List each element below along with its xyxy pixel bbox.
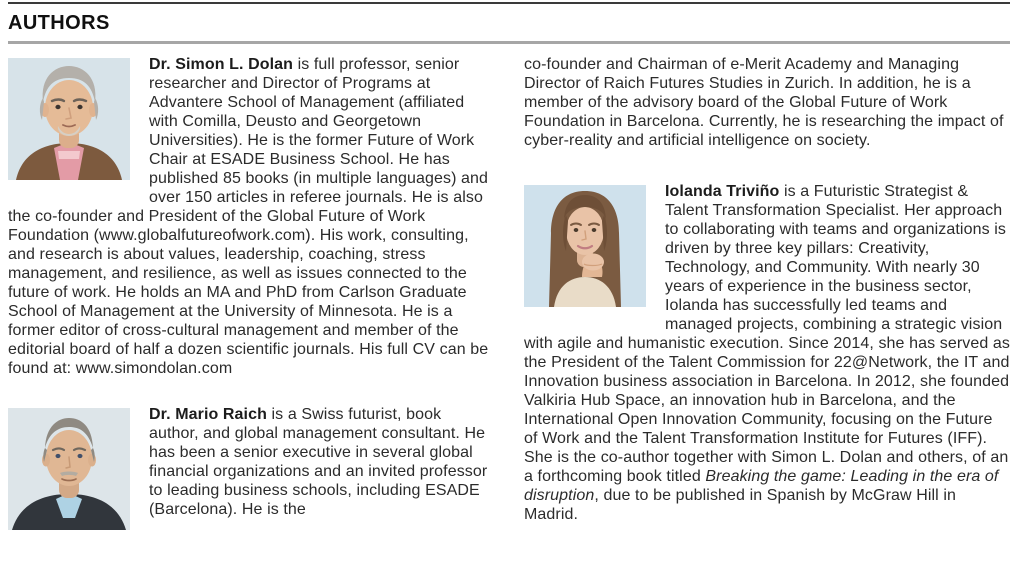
author-bio: is full professor, senior researcher and Director of Programs at Advantere School of Management (affiliated with Comilla, Deusto and Georgetown Universities). He is the former Future of Work Chair at ESADE Business School. He has published 85 books (in multiple languages) and over 150 articles in referee journals. He is also the co-founder and President of the Global Future of Work Foundation (www.globalfutureofwork.com). His work, consulting, and research is about values, leadership, coaching, stress management, and resilience, as well as issues connected to the future of work. He holds an MA and PhD from Carlson Graduate School of Management at the University of Minnesota. He is a former editor of cross-cultural management and member of the editorial board of half a dozen scientific journals. His full CV can be found at: www.simondolan.com	[8, 56, 489, 377]
iolanda-trivino-headshot-icon	[524, 185, 646, 307]
header-rule-bottom	[8, 41, 1010, 44]
two-column-layout	[8, 55, 1010, 543]
author-section-iolanda-trivino	[524, 182, 1010, 524]
mario-raich-headshot-icon	[8, 408, 130, 530]
simon-dolan-headshot-icon	[8, 58, 130, 180]
author-bio: is a Futuristic Strategist & Talent Transformation Specialist. Her approach to collaborating with teams and organizations is driven by three key pillars: Creativity, Technology, and Community. With nearly 30 years of experience in the business sector, Iolanda has successfully led teams and managed projects, combining a strategic vision with agile and humanistic execution. Since 2014, she has served as the President of the Talent Commission for 22@Network, the IT and Innovation business association in Barcelona. In 2012, she founded Valkiria Hub Space, an innovation hub in Barcelona, and the International Open Innovation Community, focusing on the Future of Work and the Talent Transformation Institute for Futures (IFF). She is the co-author together with Simon L. Dolan and others, of an a forthcoming book titled	[524, 183, 1010, 485]
simon-dolan-photo	[8, 58, 130, 180]
authors-page	[0, 2, 1024, 577]
author-name: Iolanda Triviño	[665, 183, 780, 200]
mario-raich-photo	[8, 408, 130, 530]
author-bio-after-title: , due to be published in Spanish by McGraw Hill in Madrid.	[524, 487, 957, 523]
iolanda-trivino-photo	[524, 185, 646, 307]
author-bio: is a Swiss futurist, book author, and global management consultant. He has been a senior executive in several global financial organizations and an invited professor to leading business schools, including ESADE (Barcelona). He is the	[149, 406, 488, 518]
page-title: AUTHORS	[8, 12, 110, 34]
author-section-simon-dolan	[8, 55, 494, 378]
author-name: Dr. Simon L. Dolan	[149, 56, 294, 73]
author-section-mario-raich	[8, 405, 494, 543]
header-rule-top	[8, 2, 1010, 4]
mario-raich-bio-continued: co-founder and Chairman of e-Merit Academy and Managing Director of Raich Futures Studies in Zurich. In addition, he is a member of the advisory board of the Global Future of Work Foundation in Barcelona. Currently, he is researching the impact of cyber-reality and artificial intelligence on society.	[524, 56, 1004, 149]
right-column	[524, 55, 1010, 543]
book-title-italic: Breaking the game: Leading in the era of disruption	[524, 468, 999, 504]
left-column	[8, 55, 494, 543]
author-name: Dr. Mario Raich	[149, 406, 267, 423]
